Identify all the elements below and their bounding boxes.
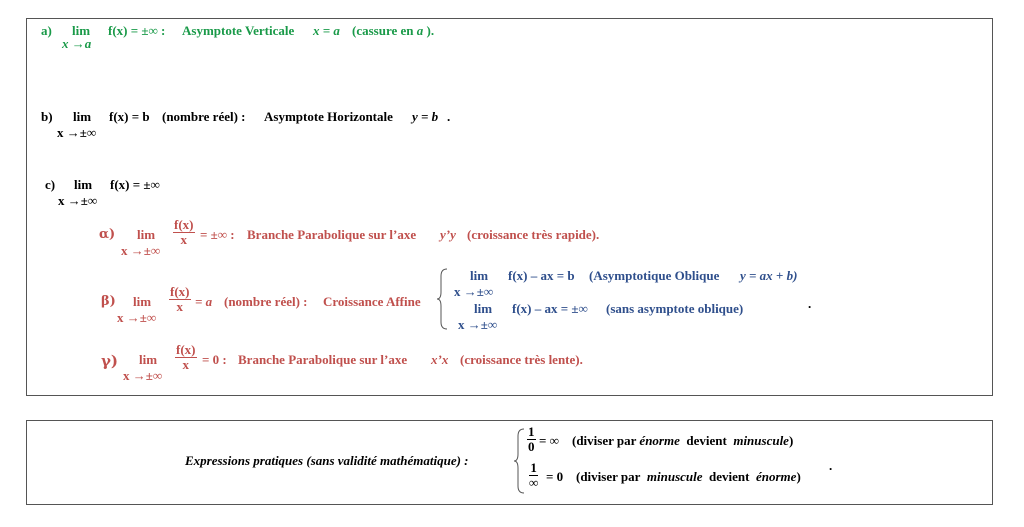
case-gamma-rhs: = 0 : — [202, 352, 227, 367]
practical-row2-text: (diviser par minuscule devient énorme) — [576, 469, 801, 484]
case-b-label: b) — [41, 109, 53, 124]
case-alpha-label: α) — [99, 227, 116, 242]
practical-row2-num: 1 — [530, 460, 537, 475]
case-b-sub: x →±∞ — [57, 125, 97, 140]
practical-label: Expressions pratiques (sans validité mathématique) : — [185, 453, 469, 468]
case-beta-dot: . — [808, 296, 812, 311]
case-beta-label: β) — [101, 294, 116, 309]
case-alpha-fraction — [173, 218, 195, 247]
practical-row1-num: 1 — [528, 424, 535, 439]
practical-brace-icon — [513, 428, 525, 494]
case-alpha-den: x — [180, 232, 187, 247]
practical-row1-fraction — [527, 425, 536, 454]
limits-box — [26, 18, 993, 396]
case-gamma-lim: lim — [139, 352, 158, 367]
case-beta-case1-lim: lim — [470, 268, 489, 283]
case-beta-case2-lim: lim — [474, 301, 493, 316]
case-beta-case2-sub: x →±∞ — [458, 317, 498, 332]
case-gamma-text: Branche Parabolique sur l’axe — [238, 352, 408, 367]
case-beta-lim: lim — [133, 294, 152, 309]
case-alpha-text: Branche Parabolique sur l’axe — [247, 227, 417, 242]
case-a-eq: x = a — [313, 23, 340, 38]
case-alpha-lim: lim — [137, 227, 156, 242]
case-b-eq: y = b — [412, 109, 439, 124]
case-alpha-note: (croissance très rapide). — [467, 227, 600, 242]
case-beta-sub: x →±∞ — [117, 310, 157, 325]
case-beta-case1-text: (Asymptotique Oblique — [589, 268, 720, 283]
case-b-expr: f(x) = b — [109, 109, 150, 124]
case-c-lim: lim — [74, 177, 93, 192]
case-alpha-axis: y’y — [440, 227, 456, 242]
case-alpha-num: f(x) — [174, 217, 194, 232]
case-a-text: Asymptote Verticale — [182, 23, 295, 38]
case-beta-case1-eq: y = ax + b) — [740, 268, 798, 283]
case-gamma-axis: x’x — [431, 352, 449, 367]
case-b-lim: lim — [73, 109, 92, 124]
case-c-sub: x →±∞ — [58, 193, 98, 208]
case-gamma-sub: x →±∞ — [123, 368, 163, 383]
case-beta-num: f(x) — [170, 284, 190, 299]
practical-box — [26, 420, 993, 505]
case-gamma-fraction — [175, 343, 197, 372]
practical-row1-rhs: = ∞ — [539, 433, 559, 448]
practical-row2-den: ∞ — [529, 475, 539, 490]
case-gamma-num: f(x) — [176, 342, 196, 357]
case-beta-brace-icon — [436, 268, 448, 330]
practical-row2-rhs: = 0 — [546, 469, 564, 484]
case-beta-case1-sub: x →±∞ — [454, 284, 494, 299]
case-a-label: a) — [41, 23, 52, 38]
case-gamma-den: x — [182, 357, 189, 372]
practical-row1-den: 0 — [528, 439, 535, 454]
practical-dot: . — [829, 458, 833, 473]
case-a-sub: x →a — [62, 36, 92, 51]
case-a-lim: lim — [72, 23, 91, 38]
practical-row1-text: (diviser par énorme devient minuscule) — [572, 433, 794, 448]
case-b-dot: . — [447, 109, 451, 124]
case-beta-case2-expr: f(x) – ax = ±∞ — [512, 301, 588, 316]
case-beta-case2-text: (sans asymptote oblique) — [606, 301, 744, 316]
case-alpha-sub: x →±∞ — [121, 243, 161, 258]
practical-row2-fraction — [529, 461, 538, 490]
case-beta-den: x — [176, 299, 183, 314]
case-beta-case1-expr: f(x) – ax = b — [508, 268, 575, 283]
case-c-expr: f(x) = ±∞ — [110, 177, 160, 192]
case-beta-text: Croissance Affine — [323, 294, 421, 309]
case-beta-note: (nombre réel) : — [224, 294, 308, 309]
case-gamma-note: (croissance très lente). — [460, 352, 583, 367]
case-gamma-label: γ) — [101, 352, 118, 370]
case-b-text: Asymptote Horizontale — [264, 109, 393, 124]
case-a-note: (cassure en a ). — [352, 23, 435, 38]
case-alpha-rhs: = ±∞ : — [200, 227, 235, 242]
case-beta-rhs: = a — [195, 294, 213, 309]
case-a-expr: f(x) = ±∞ : — [108, 23, 166, 38]
case-b-note: (nombre réel) : — [162, 109, 246, 124]
case-beta-fraction — [169, 285, 191, 314]
case-c-label: c) — [45, 177, 56, 192]
